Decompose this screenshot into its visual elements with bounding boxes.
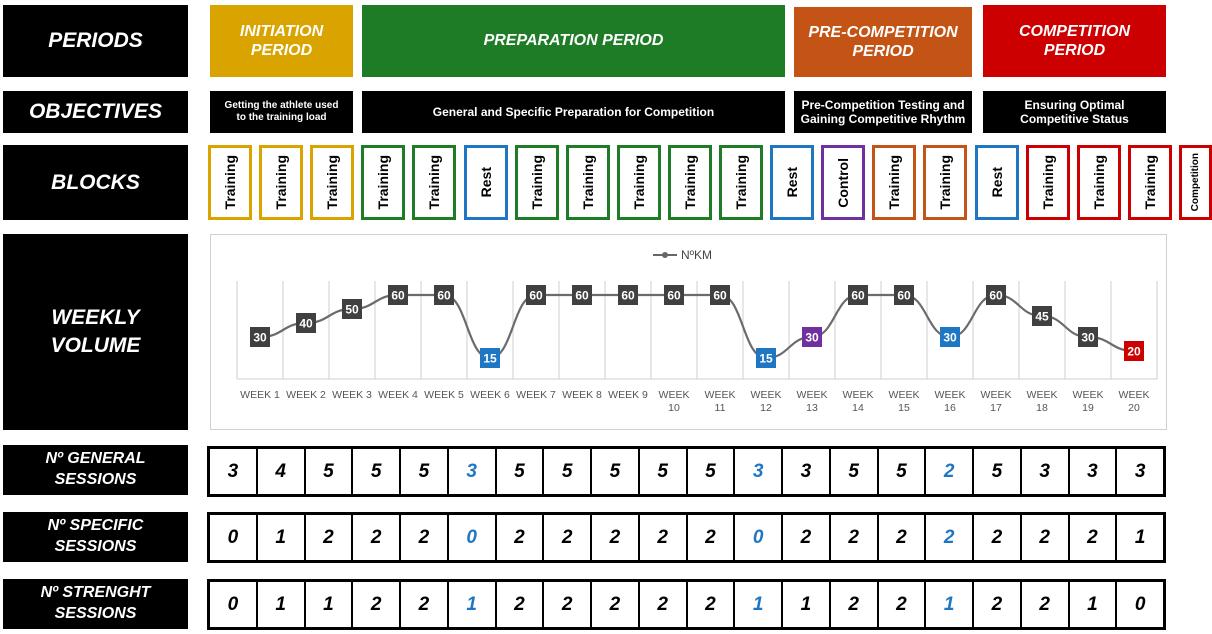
block-label: Control [835, 157, 852, 208]
block-7 [515, 145, 559, 220]
block-label: Training [733, 155, 749, 210]
data-label-week-4: 60 [391, 288, 405, 303]
block-12 [770, 145, 814, 220]
session-cell-week-10: 2 [638, 582, 686, 627]
session-cell-week-14: 2 [829, 582, 877, 627]
session-cell-week-11: 2 [686, 582, 734, 627]
block-16 [975, 145, 1019, 220]
tick-label-week-14: 14 [852, 402, 864, 414]
tick-label-week-16: 16 [944, 402, 956, 414]
session-cell-week-3: 2 [304, 515, 352, 560]
session-cell-week-16: 1 [924, 582, 972, 627]
session-cell-week-1: 3 [227, 460, 239, 482]
block-label: Training [375, 155, 392, 210]
session-cell-week-3: 1 [304, 582, 352, 627]
tick-label-week-20: WEEK [1118, 389, 1150, 401]
session-cell-week-18: 3 [1020, 449, 1068, 494]
tick-label-week-20: 20 [1128, 402, 1140, 414]
session-cell-week-6: 3 [447, 449, 495, 494]
tick-label-week-9: WEEK 9 [608, 389, 648, 401]
legend-marker [662, 252, 668, 258]
session-cell-week-12: 1 [733, 582, 781, 627]
tick-label-week-17: WEEK [980, 389, 1012, 401]
general-sessions-row [207, 446, 1166, 497]
session-cell-week-13: 1 [781, 582, 829, 627]
label-weekly-volume: WEEKLY VOLUME [3, 234, 188, 430]
tick-label-week-13: 13 [806, 402, 818, 414]
objective-pre-competition: Pre-Competition Testing and Gaining Competitive Rhythm [794, 91, 972, 133]
label-specific-sessions: Nº SPECIFIC SESSIONS [3, 512, 188, 562]
data-label-week-19: 30 [1081, 330, 1095, 345]
session-cell-week-17: 5 [972, 449, 1020, 494]
period-initiation: INITIATION PERIOD [210, 5, 353, 77]
session-cell-week-9: 5 [590, 449, 638, 494]
block-label: Training [1090, 155, 1107, 210]
block-18 [1077, 145, 1121, 220]
session-cell-week-7: 5 [495, 449, 543, 494]
data-label-week-12: 15 [759, 351, 773, 366]
block-label: Rest [988, 167, 1005, 198]
label-general-sessions: Nº GENERAL SESSIONS [3, 445, 188, 495]
session-cell-week-11: 2 [686, 515, 734, 560]
label-blocks: BLOCKS [3, 145, 188, 220]
session-cell-week-9: 2 [590, 515, 638, 560]
tick-label-week-1: WEEK 1 [240, 389, 280, 401]
tick-label-week-4: WEEK 4 [378, 389, 418, 401]
session-cell-week-16: 2 [924, 515, 972, 560]
tick-label-week-3: WEEK 3 [332, 389, 372, 401]
objective-initiation: Getting the athlete used to the training load [210, 91, 353, 133]
block-8 [566, 145, 610, 220]
tick-label-week-15: WEEK [888, 389, 920, 401]
session-cell-week-2: 1 [256, 515, 304, 560]
data-label-week-14: 60 [851, 288, 865, 303]
period-competition: COMPETITION PERIOD [983, 5, 1166, 77]
block-1 [208, 145, 252, 220]
tick-label-week-8: WEEK 8 [562, 389, 602, 401]
tick-label-week-14: WEEK [842, 389, 874, 401]
objective-competition: Ensuring Optimal Competitive Status [983, 91, 1166, 133]
session-cell-week-6: 1 [447, 582, 495, 627]
data-label-week-16: 30 [943, 330, 957, 345]
session-cell-week-2: 1 [256, 582, 304, 627]
session-cell-week-20: 0 [1115, 582, 1163, 627]
session-cell-week-11: 5 [686, 449, 734, 494]
period-pre-competition: PRE-COMPETITION PERIOD [794, 7, 972, 77]
tick-label-week-12: 12 [760, 402, 772, 414]
tick-label-week-10: 10 [668, 402, 680, 414]
tick-label-week-5: WEEK 5 [424, 389, 464, 401]
session-cell-week-19: 3 [1068, 449, 1116, 494]
block-11 [719, 145, 763, 220]
block-14 [872, 145, 916, 220]
tick-label-week-13: WEEK [796, 389, 828, 401]
session-cell-week-16: 2 [924, 449, 972, 494]
session-cell-week-14: 2 [829, 515, 877, 560]
objective-preparation: General and Specific Preparation for Competition [362, 91, 785, 133]
session-cell-week-7: 2 [495, 515, 543, 560]
block-label: Rest [477, 167, 494, 198]
block-label: Training [937, 155, 954, 210]
session-cell-week-15: 5 [877, 449, 925, 494]
chart-svg [211, 235, 1166, 429]
session-cell-week-10: 5 [638, 449, 686, 494]
block-6 [464, 145, 508, 220]
data-label-week-7: 60 [529, 288, 543, 303]
tick-label-week-10: WEEK [658, 389, 690, 401]
session-cell-week-8: 5 [542, 449, 590, 494]
session-cell-week-4: 5 [351, 449, 399, 494]
block-label: Training [426, 155, 443, 210]
label-objectives: OBJECTIVES [3, 91, 188, 133]
block-label: Training [630, 155, 647, 210]
data-label-week-18: 45 [1035, 309, 1049, 324]
block-2 [259, 145, 303, 220]
session-cell-week-17: 2 [972, 582, 1020, 627]
session-cell-week-8: 2 [542, 515, 590, 560]
data-label-week-11: 60 [713, 288, 727, 303]
tick-label-week-6: WEEK 6 [470, 389, 510, 401]
tick-label-week-7: WEEK 7 [516, 389, 556, 401]
session-cell-week-19: 2 [1068, 515, 1116, 560]
data-label-week-10: 60 [667, 288, 681, 303]
session-cell-week-1: 0 [227, 593, 239, 615]
data-label-week-6: 15 [483, 351, 497, 366]
session-cell-week-20: 1 [1115, 515, 1163, 560]
block-label: Competition [1189, 153, 1201, 212]
label-periods: PERIODS [3, 5, 188, 77]
tick-label-week-19: 19 [1082, 402, 1094, 414]
block-label: Training [1039, 155, 1056, 210]
block-19 [1128, 145, 1172, 220]
block-label: Training [273, 155, 290, 210]
tick-label-week-11: 11 [714, 402, 726, 414]
session-cell-week-6: 0 [447, 515, 495, 560]
block-label: Training [886, 155, 903, 210]
session-cell-week-15: 2 [877, 582, 925, 627]
session-cell-week-2: 4 [256, 449, 304, 494]
session-cell-week-12: 0 [733, 515, 781, 560]
session-cell-week-1: 0 [227, 526, 239, 548]
block-20 [1179, 145, 1212, 220]
session-cell-week-3: 5 [304, 449, 352, 494]
tick-label-week-15: 15 [898, 402, 910, 414]
block-13 [821, 145, 865, 220]
tick-label-week-16: WEEK [934, 389, 966, 401]
block-10 [668, 145, 712, 220]
period-preparation: PREPARATION PERIOD [362, 5, 785, 77]
block-5 [412, 145, 456, 220]
tick-label-week-11: WEEK [704, 389, 736, 401]
session-cell-week-18: 2 [1020, 515, 1068, 560]
session-cell-week-5: 2 [399, 582, 447, 627]
session-cell-week-10: 2 [638, 515, 686, 560]
block-label: Training [222, 155, 238, 210]
block-label: Training [681, 155, 698, 210]
block-label: Training [579, 155, 596, 210]
session-cell-week-7: 2 [495, 582, 543, 627]
data-label-week-15: 60 [897, 288, 911, 303]
block-label: Training [324, 155, 341, 210]
session-cell-week-9: 2 [590, 582, 638, 627]
session-cell-week-8: 2 [542, 582, 590, 627]
data-label-week-1: 30 [253, 330, 267, 345]
tick-label-week-19: WEEK [1072, 389, 1104, 401]
weekly-volume-chart [210, 234, 1167, 430]
block-3 [310, 145, 354, 220]
tick-label-week-12: WEEK [750, 389, 782, 401]
data-label-week-2: 40 [299, 316, 313, 331]
session-cell-week-12: 3 [733, 449, 781, 494]
strength-sessions-row [207, 579, 1166, 630]
tick-label-week-17: 17 [990, 402, 1002, 414]
block-15 [923, 145, 967, 220]
data-label-week-8: 60 [575, 288, 589, 303]
session-cell-week-18: 2 [1020, 582, 1068, 627]
data-label-week-17: 60 [989, 288, 1003, 303]
session-cell-week-13: 2 [781, 515, 829, 560]
session-cell-week-5: 2 [399, 515, 447, 560]
block-label: Training [528, 155, 545, 210]
block-label: Training [1141, 155, 1158, 210]
tick-label-week-18: WEEK [1026, 389, 1058, 401]
session-cell-week-4: 2 [351, 582, 399, 627]
session-cell-week-15: 2 [877, 515, 925, 560]
block-9 [617, 145, 661, 220]
session-cell-week-5: 5 [399, 449, 447, 494]
session-cell-week-13: 3 [781, 449, 829, 494]
data-label-week-5: 60 [437, 288, 451, 303]
data-label-week-3: 50 [345, 302, 359, 317]
tick-label-week-18: 18 [1036, 402, 1048, 414]
session-cell-week-19: 1 [1068, 582, 1116, 627]
session-cell-week-4: 2 [351, 515, 399, 560]
session-cell-week-17: 2 [972, 515, 1020, 560]
block-label: Rest [784, 167, 801, 198]
session-cell-week-20: 3 [1115, 449, 1163, 494]
data-label-week-13: 30 [805, 330, 819, 345]
label-strength-sessions: Nº STRENGHT SESSIONS [3, 579, 188, 629]
data-label-week-20: 20 [1127, 344, 1141, 359]
block-17 [1026, 145, 1070, 220]
block-4 [361, 145, 405, 220]
tick-label-week-2: WEEK 2 [286, 389, 326, 401]
data-label-week-9: 60 [621, 288, 635, 303]
session-cell-week-14: 5 [829, 449, 877, 494]
legend-label: NºKM [681, 248, 713, 262]
specific-sessions-row [207, 512, 1166, 563]
